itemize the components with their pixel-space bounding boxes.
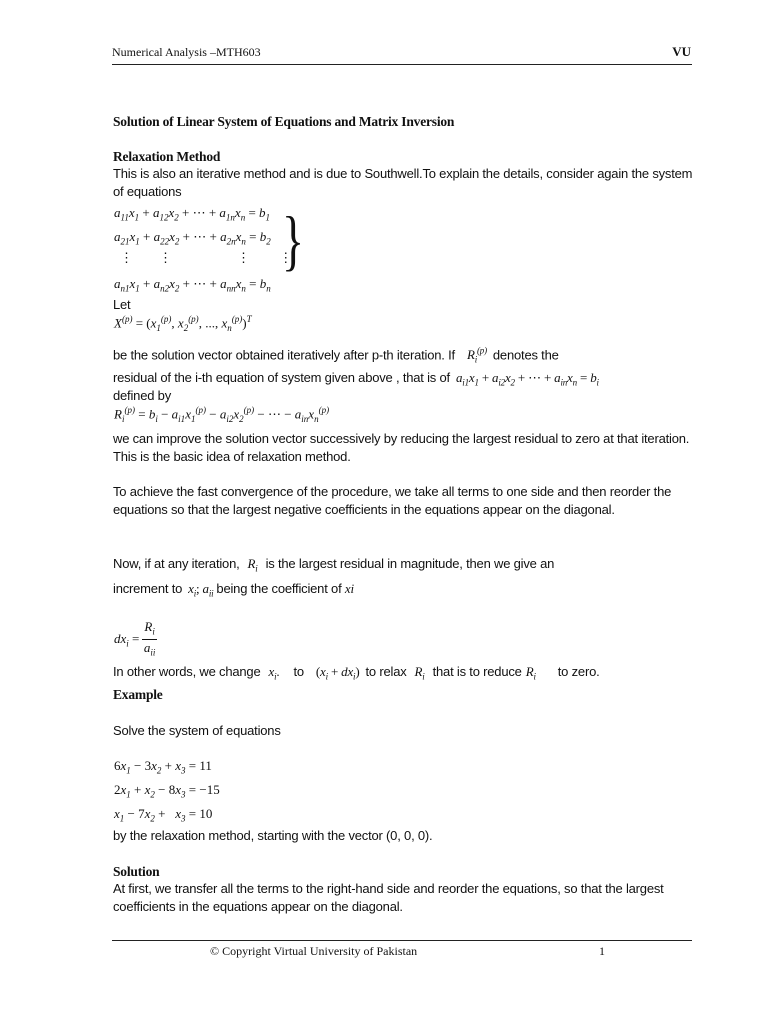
by-relaxation-text: by the relaxation method, starting with the vector (0, 0, 0). (113, 828, 433, 843)
paragraph-6: increment to $x_i$; $a_{ii}$ being the coefficient of xi (113, 581, 354, 599)
example-text: Solve the system of equations (113, 723, 281, 738)
method-heading: Relaxation Method (113, 149, 221, 164)
example-equation-1: $6x_1 - 3x_2 + x_3 = 11$ (114, 758, 212, 776)
equation-row-1: $a_{11}x_1 + a_{12}x_2$ + ⋯ + $a_{1n}x_n = b_1$ (114, 205, 271, 223)
equation-row-n: $a_{n1}x_1 + a_{n2}x_2$ + ⋯ + $a_{nn}x_n = b_n$ (114, 276, 271, 294)
paragraph-5: Now, if at any iteration, $R_i$ is the largest residual in magnitude, then we give an (113, 556, 555, 574)
residual-formula: $R_i^{(p)} = b_i - a_{i1}x_1^{(p)} - a_{i2}x_2^{(p)}$ − ⋯ − $a_{in}x_n^{(p)}$ (114, 405, 330, 424)
header-brand: VU (672, 44, 691, 59)
header-rule (112, 64, 692, 65)
footer-copyright: © Copyright Virtual University of Pakistan (210, 944, 418, 958)
paragraph-7: In other words, we change $x_i$. to $(x_i + dx_i)$ to relax $R_i$ that is to reduce $R_i$ to zero. (113, 664, 600, 682)
equation-row-2: $a_{21}x_1 + a_{22}x_2$ + ⋯ + $a_{2n}x_n = b_2$ (114, 229, 271, 247)
solution-vector-formula: $X^{(p)} = (x_1^{(p)}$, $x_2^{(p)}$, ..., $x_n^{(p)})^T$ (114, 314, 252, 333)
example-equation-3: $x_1 - 7x_2 + x_3 = 10$ (114, 806, 213, 824)
system-brace: } (282, 202, 305, 277)
paragraph-4: To achieve the fast convergence of the procedure, we take all terms to one side and then reorder the equations so that the largest negative coefficients in the equations appear on the diagonal. (113, 484, 672, 517)
solution-text: At first, we transfer all the terms to the right-hand side and reorder the equations, so that the largest coefficients in the equations appear on the diagonal. (113, 881, 664, 914)
defined-by: defined by (113, 388, 171, 403)
let-word: Let (113, 297, 131, 312)
solution-heading: Solution (113, 864, 160, 879)
paragraph-1: be the solution vector obtained iteratively after p-th iteration. If $R_i^{(p)}$ denotes the (113, 346, 559, 365)
header-course: Numerical Analysis –MTH603 (112, 45, 261, 59)
increment-formula: $dx_i$ = $\frac{R_i}{a_{ii}}$ (114, 619, 156, 658)
footer-rule (112, 940, 692, 941)
paragraph-3: we can improve the solution vector successively by reducing the largest residual to zero at that iteration. This is the basic idea of relaxation method. (113, 431, 690, 464)
section-title: Solution of Linear System of Equations and Matrix Inversion (113, 114, 455, 129)
equation-ellipsis-row: ⋮ ⋮ ⋮ ⋮ (120, 250, 293, 265)
page-number: 1 (599, 944, 605, 958)
example-heading: Example (113, 687, 163, 702)
example-equation-2: $2x_1 + x_2 - 8x_3 = -15$ (114, 782, 220, 800)
paragraph-2: residual of the i-th equation of system given above , that is of $a_{i1}x_1 + a_{i2}x_2$ + ⋯ + $a_{in}x_n = b_i$ (113, 370, 599, 388)
intro-paragraph: This is also an iterative method and is due to Southwell.To explain the details, consider again the system of equations (113, 166, 693, 199)
